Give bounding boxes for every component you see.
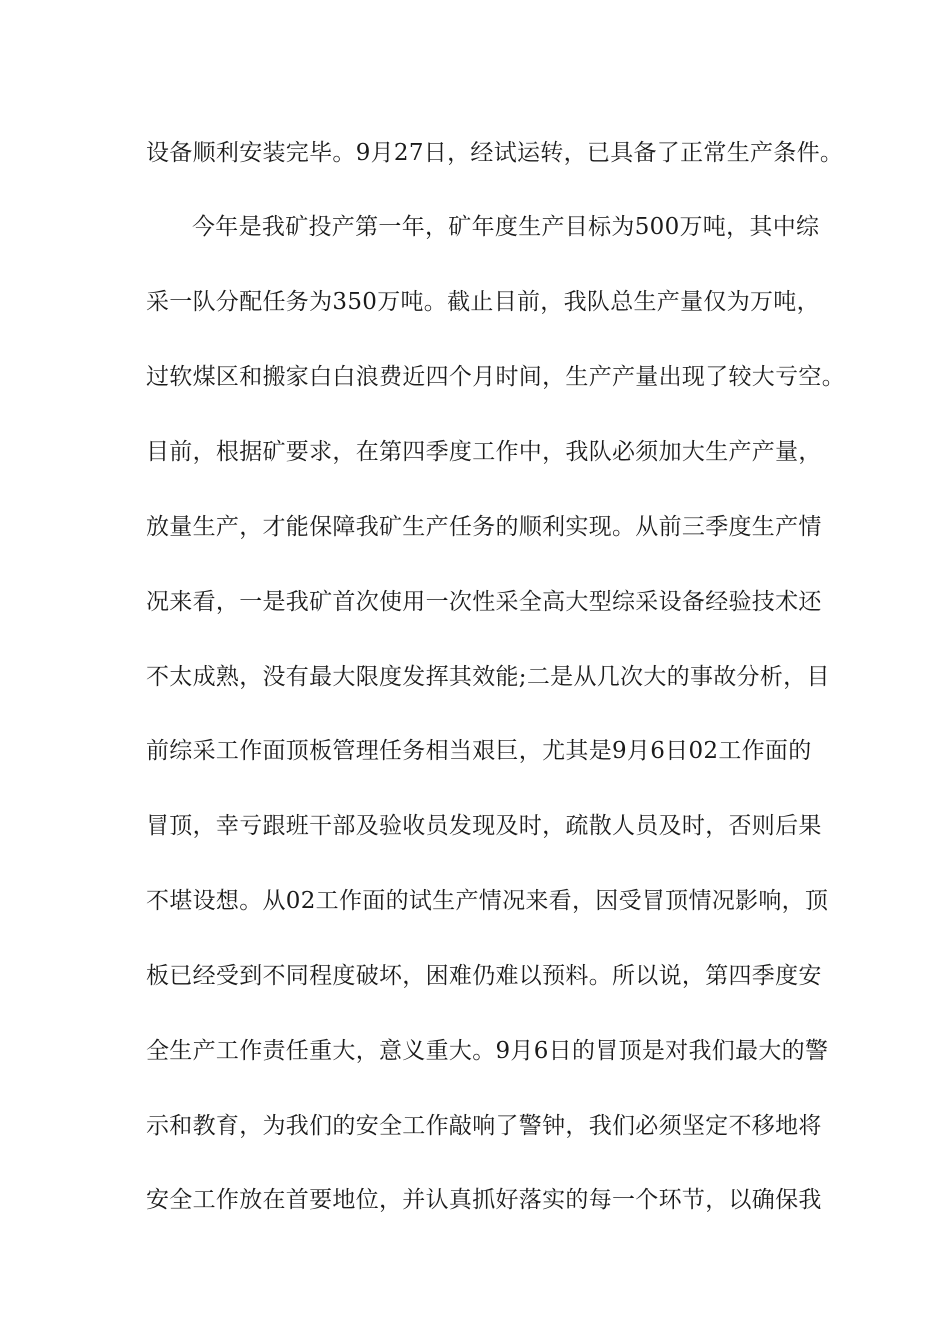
paragraph-start-line: 今年是我矿投产第一年，矿年度生产目标为500万吨，其中综 xyxy=(192,214,820,240)
text-line-6: 放量生产，才能保障我矿生产任务的顺利实现。从前三季度生产情 xyxy=(146,514,822,540)
text-line-8: 不太成熟，没有最大限度发挥其效能;二是从几次大的事故分析，目 xyxy=(146,664,830,690)
text-line-9: 前综采工作面顶板管理任务相当艰巨，尤其是9月6日02工作面的 xyxy=(146,738,812,764)
text-line-13: 全生产工作责任重大，意义重大。9月6日的冒顶是对我们最大的警 xyxy=(146,1038,829,1064)
text-line-5: 目前，根据矿要求，在第四季度工作中，我队必须加大生产产量， xyxy=(146,439,822,465)
text-line-12: 板已经受到不同程度破坏，困难仍难以预料。所以说，第四季度安 xyxy=(146,963,822,989)
text-line-10: 冒顶，幸亏跟班干部及验收员发现及时，疏散人员及时，否则后果 xyxy=(146,813,822,839)
text-line-7: 况来看，一是我矿首次使用一次性采全高大型综采设备经验技术还 xyxy=(146,589,822,615)
text-line-1: 设备顺利安装完毕。9月27日，经试运转，已具备了正常生产条件。 xyxy=(146,140,844,166)
text-line-14: 示和教育，为我们的安全工作敲响了警钟，我们必须坚定不移地将 xyxy=(146,1113,822,1139)
text-line-11: 不堪设想。从02工作面的试生产情况来看，因受冒顶情况影响，顶 xyxy=(146,888,829,914)
text-line-3: 采一队分配任务为350万吨。截止目前，我队总生产量仅为万吨， xyxy=(146,289,820,315)
text-line-15: 安全工作放在首要地位，并认真抓好落实的每一个环节，以确保我 xyxy=(146,1187,822,1213)
text-line-4: 过软煤区和搬家白白浪费近四个月时间，生产产量出现了较大亏空。 xyxy=(146,364,845,390)
